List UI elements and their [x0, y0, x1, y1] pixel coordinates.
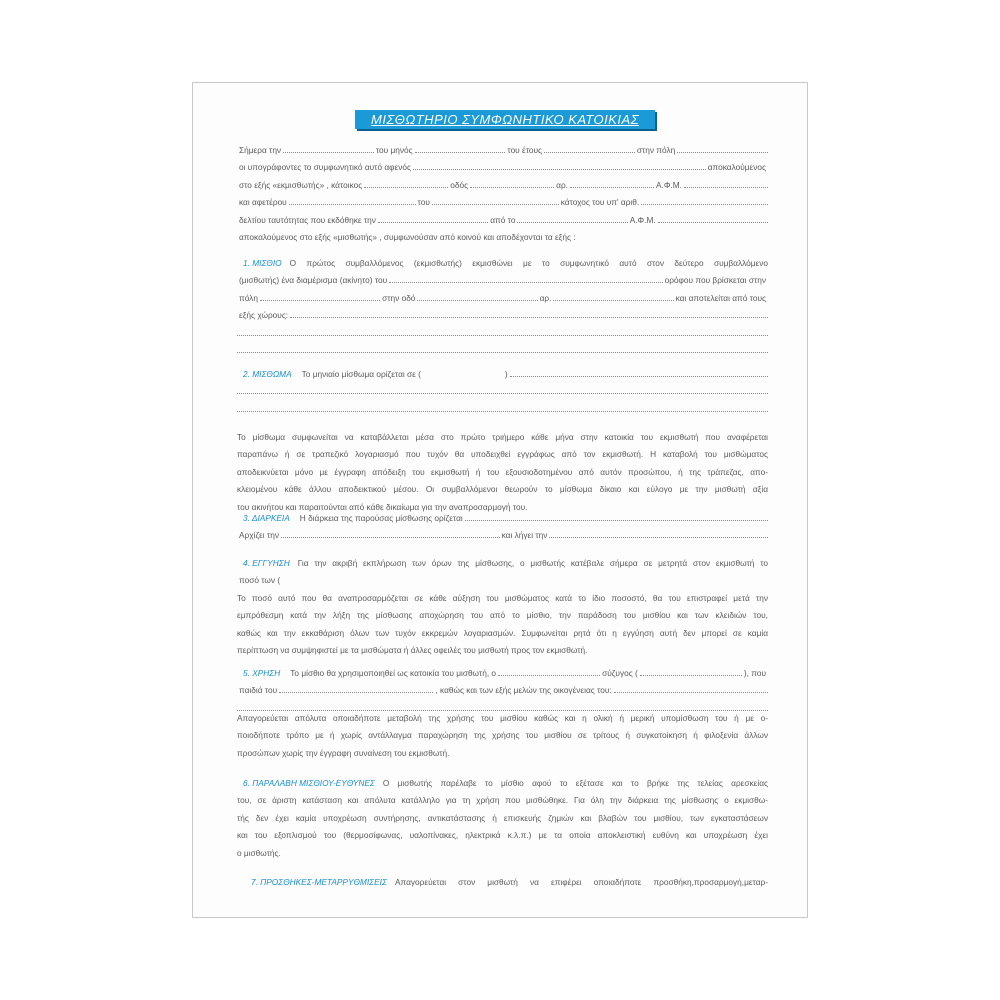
fill-in-blank[interactable] [544, 142, 635, 153]
section-premises [237, 255, 768, 359]
fill-in-blank[interactable] [417, 290, 537, 301]
fill-in-blank[interactable] [614, 682, 768, 693]
form-text: αποκαλούμενος στο εξής «μισθωτής» , συμφωνούσαν από κοινού και αποδέχονται τα εξής : [239, 231, 576, 242]
fill-in-blank[interactable] [517, 212, 627, 223]
fill-in-blank[interactable] [283, 142, 374, 153]
paragraph-line: Για την ακριβή εκπλήρωση των όρων της μίσθωσης, ο μισθωτής κατέβαλε σήμερα σε μετρητά στον εκμισθωτή το [297, 558, 768, 568]
form-line [237, 272, 768, 289]
form-text: ) [504, 369, 508, 379]
form-line [237, 845, 768, 862]
form-line [237, 572, 768, 589]
form-text: δελτίου ταυτότητας που εκδόθηκε την [239, 214, 376, 225]
fill-in-blank[interactable] [510, 366, 768, 377]
section-heading: 2. ΜΙΣΘΩΜΑ [243, 369, 292, 379]
form-line [237, 290, 768, 307]
form-line [237, 625, 768, 642]
form-line [237, 642, 768, 659]
form-line [237, 342, 768, 359]
fill-in-blank[interactable] [389, 272, 662, 283]
form-text: Το μίσθιο θα χρησιμοποιηθεί ως κατοικία του μισθωτή, ο [290, 668, 497, 678]
fill-in-blank[interactable] [684, 177, 768, 188]
section-additions [245, 874, 768, 891]
form-text: Το μηνιαίο μίσθωμα ορίζεται σε ( [301, 369, 421, 379]
form-line [237, 590, 768, 607]
section-rent [237, 366, 768, 418]
form-text: ποσό των ( [239, 575, 281, 586]
form-line [237, 775, 768, 792]
paragraph-line: παραπάνω ή σε τραπεζικό λογαριασμό που τυχόν θα υποδειχθεί εγγράφως από τον εκμισθωτή. Η καταβολή του μισθώματος [237, 449, 768, 460]
paragraph-line: προσώπων χωρίς την έγγραφη συναίνεση του εκμισθωτή. [237, 747, 450, 758]
fill-in-blank[interactable] [290, 307, 768, 318]
fill-in-blank[interactable] [237, 383, 768, 394]
form-line [237, 810, 768, 827]
paragraph-line: ο μισθωτής. [237, 847, 281, 858]
form-line [237, 555, 768, 572]
fill-in-blank[interactable] [237, 325, 768, 336]
paragraph-line: περίπτωση να συμψηφιστεί με τα μισθώματα ή άλλες οφειλές του μισθωτή προς τον εκμισθωτή. [237, 645, 588, 656]
fill-in-blank[interactable] [237, 401, 768, 412]
paragraph-line: και του εξοπλισμού του (θερμοσίφωνας, υαλοπίνακες, ηλεκτρικά κ.λ.π.) με τα οποία αποκλειστική ευθύνη και υποχρέωση έχει [237, 830, 768, 841]
form-line [237, 745, 768, 762]
fill-in-blank[interactable] [549, 527, 768, 538]
form-line [237, 792, 768, 809]
form-text: ορόφου που βρίσκεται στην [664, 275, 766, 286]
form-line [245, 874, 768, 891]
section-guarantee [237, 555, 768, 590]
form-text: αρ. [556, 179, 568, 190]
form-text: και αποτελείται από τους [675, 292, 766, 303]
form-line [237, 307, 768, 324]
section-heading: 1. ΜΙΣΘΙΟ [243, 258, 282, 268]
form-line [237, 366, 768, 383]
paragraph-line: Ο μισθωτής παρέλαβε το μίσθιο αφού το εξέτασε και το βρήκε της τελείας αρεσκείας [382, 778, 768, 788]
fill-in-blank[interactable] [470, 177, 554, 188]
form-text: κάτοχος του υπ' αριθ. [560, 197, 640, 208]
form-line [237, 527, 768, 544]
form-line [237, 325, 768, 342]
section-guarantee-terms [237, 590, 768, 660]
fill-in-blank[interactable] [677, 142, 768, 153]
form-line [237, 727, 768, 744]
form-text: και αφετέρου [239, 197, 287, 208]
fill-in-blank[interactable] [553, 290, 673, 301]
fill-in-blank[interactable] [658, 212, 768, 223]
form-line [237, 710, 768, 727]
paragraph-line: τής δεν έχει καμία υποχρέωση συντήρησης, αντικατάστασης ή επισκευής ζημιών και βλαβών του μισθίου, των εγκαταστάσεων [237, 812, 768, 823]
paragraph-line: Το ποσό αυτό που θα αναπροσαρμόζεται σε κάθε αύξηση του μισθώματος κατά το ίδιο ποσοστό, θα του επιστραφεί μετά την [237, 593, 768, 603]
fill-in-blank[interactable] [415, 142, 506, 153]
form-line [237, 194, 768, 211]
form-line [237, 665, 768, 682]
form-line [237, 229, 768, 246]
form-text: Η διάρκεια της παρούσας μίσθωσης ορίζεται [299, 513, 463, 523]
form-text: αποκαλούμενος [707, 162, 766, 173]
form-text: του μηνός [375, 145, 413, 155]
form-text: σύζυγος ( [602, 668, 638, 678]
paragraph-line: Απαγορεύεται απόλυτα οποιαδήποτε μεταβολή της χρήσης του μισθίου καθώς και η ολική ή μερική υπομίσθωση του ή με ο- [237, 713, 768, 723]
form-line [237, 177, 768, 194]
section-receipt-liability [237, 775, 768, 862]
parties-section [237, 142, 768, 246]
paragraph-line: ποιοδήποτε τρόπο με ή χωρίς αντάλλαγμα παραχώρηση της χρήσης του μισθίου σε τρίτους ή συγκατοίκηση ή φιλοξενία άλλων [237, 730, 768, 741]
paragraph-line: κλειομένου κάθε άλλου αποδεικτικού μέσου. Οι συμβαλλόμενοι θεωρούν το μίσθωμα δίκαιο και εύλογο με την μισθωτή αξία [237, 484, 768, 495]
fill-in-blank[interactable] [279, 682, 433, 693]
form-text: οδός [450, 179, 469, 190]
form-line [237, 142, 768, 159]
fill-in-blank[interactable] [640, 665, 742, 676]
fill-in-blank[interactable] [281, 527, 500, 538]
document-title: ΜΙΣΘΩΤΗΡΙΟ ΣΥΜΦΩΝΗΤΙΚΟ ΚΑΤΟΙΚΙΑΣ [355, 110, 655, 129]
form-text: οι υπογράφοντες το συμφωνητικό αυτό αφενός [239, 162, 412, 173]
form-text: παιδιά του [239, 685, 278, 696]
form-text: Σήμερα την [239, 145, 282, 155]
paragraph-line: του, σε άριστη κατάσταση και απόλυτα κατάλληλο για τη χρήση που μισθώθηκε. Για όλη την διάρκεια της μίσθωσης ο εκμισθω- [237, 795, 768, 806]
paragraph-line: καθώς και την εκκαθάριση όλων των τυχόν εκκρεμών λογαριασμών. Συμφωνείται ρητά ότι η εγγύηση αυτή δεν μπορεί σε καμία [237, 627, 768, 638]
form-line [237, 682, 768, 699]
fill-in-blank[interactable] [378, 212, 488, 223]
form-text: και λήγει την [501, 530, 548, 541]
paragraph-line: του ακινήτου και παραιτούνται από κάθε δικαίωμα για την αναπροσαρμογή του. [237, 501, 528, 512]
form-line [237, 827, 768, 844]
form-text: στην οδό [382, 292, 416, 303]
form-text: Αρχίζει την [239, 530, 279, 541]
paragraph-line: Ο πρώτος συμβαλλόμενος (εκμισθωτής) εκμισθώνει με το συμφωνητικό αυτό στον δεύτερο συμβαλλόμενο [289, 258, 768, 268]
form-text: από το [490, 214, 516, 225]
form-text: (μισθωτής) ένα διαμέρισμα (ακίνητο) του [239, 275, 388, 286]
form-line [237, 464, 768, 481]
paragraph-line: Απαγορεύεται στον μισθωτή να επιφέρει οποιαδήποτε προσθήκη,προσαρμογή,μεταρ- [394, 877, 768, 887]
form-line [237, 212, 768, 229]
paragraph-line: εμπρόθεσμη κατά την λήξη της μίσθωσης αποχώρηση του από το μίσθιο, την παράδοση του μισθίου και των κλειδιών του, [237, 610, 768, 621]
form-text: του έτους [507, 145, 543, 155]
form-line [237, 607, 768, 624]
form-text: , καθώς και των εξής μελών της οικογένειας του: [435, 685, 612, 696]
section-use-terms [237, 710, 768, 762]
form-text: ), που [743, 668, 766, 678]
fill-in-blank[interactable] [465, 510, 768, 521]
form-line [237, 159, 768, 176]
fill-in-blank[interactable] [413, 159, 706, 170]
section-heading: 5. ΧΡΗΣΗ [243, 668, 281, 678]
form-line [237, 255, 768, 272]
form-line [237, 481, 768, 498]
form-text: στην πόλη [636, 145, 676, 155]
form-line [237, 429, 768, 446]
form-text: Α.Φ.Μ. [656, 179, 682, 190]
paragraph-line: Το μίσθωμα συμφωνείται να καταβάλλεται μέσα στο πρώτο τριήμερο κάθε μήνα στην κατοικία του εκμισθωτή που αναφέρεται [237, 432, 768, 442]
section-heading: 6. ΠΑΡΑΛΑΒΗ ΜΙΣΘΙΟΥ-ΕΥΘΥΝΕΣ [243, 778, 375, 788]
form-text: αρ. [539, 292, 552, 303]
fill-in-blank[interactable] [289, 194, 416, 205]
form-line [237, 401, 768, 418]
form-text: Α.Φ.Μ. [629, 214, 656, 225]
section-heading: 3. ΔΙΑΡΚΕΙΑ [243, 513, 290, 523]
form-line [237, 383, 768, 400]
form-line [237, 446, 768, 463]
section-heading: 7. ΠΡΟΣΘΗΚΕΣ-ΜΕΤΑΡΡΥΘΜΙΣΕΙΣ [251, 877, 387, 887]
section-heading: 4. ΕΓΓΥΗΣΗ [243, 558, 290, 568]
form-text: του [417, 197, 430, 208]
form-text: πόλη [239, 292, 258, 303]
fill-in-blank[interactable] [498, 665, 600, 676]
fill-in-blank[interactable] [237, 342, 768, 353]
form-text: εξής χώρους: [239, 310, 289, 321]
fill-in-blank[interactable] [260, 290, 380, 301]
form-line [237, 510, 768, 527]
fill-in-blank[interactable] [570, 177, 654, 188]
paragraph-line: αποδεικνύεται μόνο με έγγραφη απόδειξη του εκμισθωτή ή του εξουσιοδοτημένου από αυτόν προσώπου, ή της τράπεζας, απο- [237, 466, 768, 477]
form-text: στο εξής «εκμισθωτής» , κάτοικος [239, 179, 363, 190]
section-duration [237, 510, 768, 545]
fill-in-blank[interactable] [364, 177, 448, 188]
fill-in-blank[interactable] [432, 194, 559, 205]
section-rent-terms [237, 429, 768, 516]
fill-in-blank[interactable] [641, 194, 768, 205]
